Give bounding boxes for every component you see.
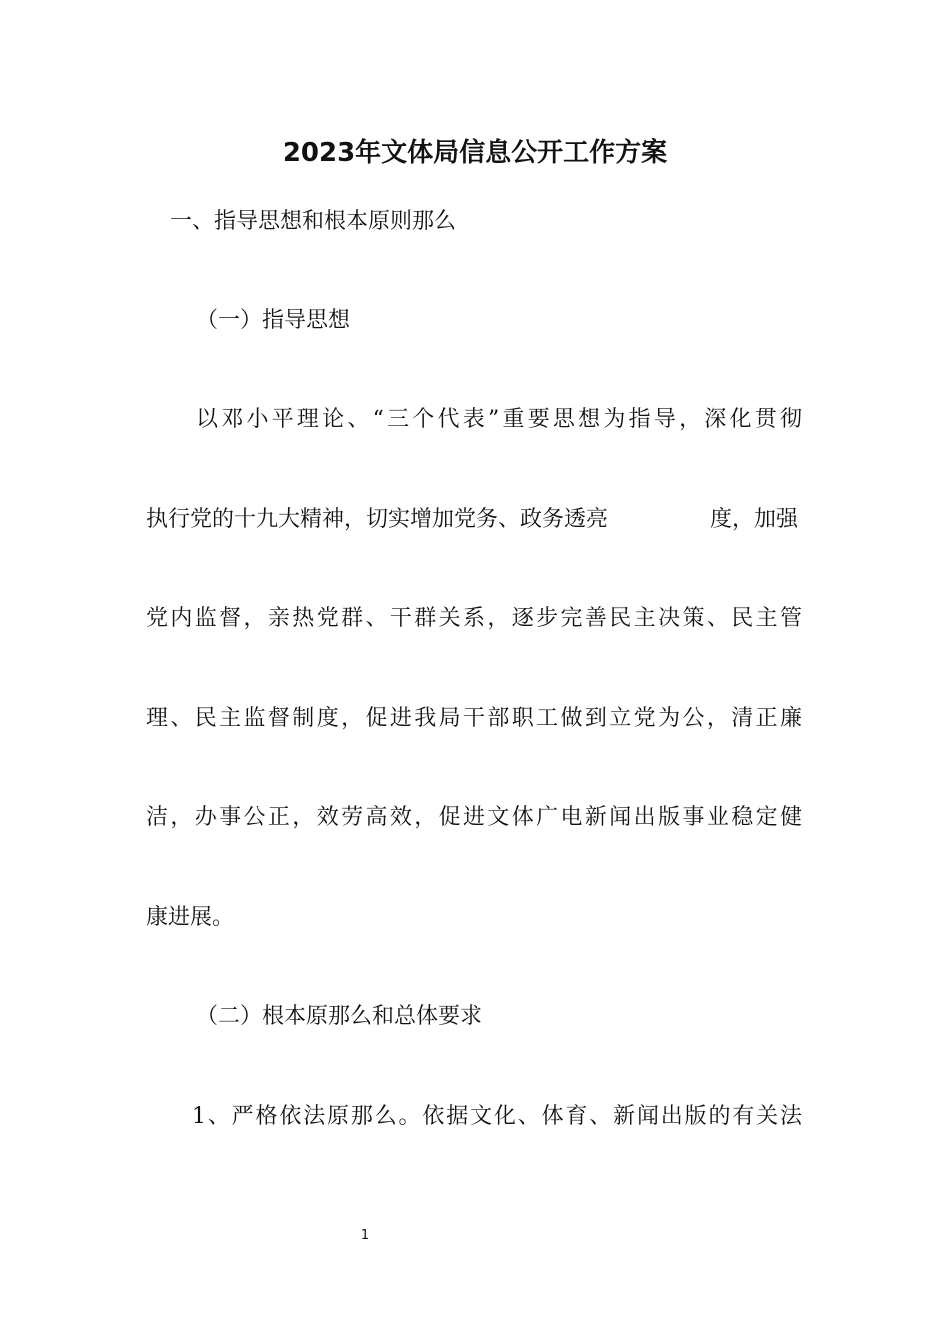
subsection-heading: （二）根本原那么和总体要求	[196, 1004, 483, 1029]
paragraph-line: 理、民主监督制度，促进我局干部职工做到立党为公，清正廉	[146, 706, 802, 731]
paragraph-line	[146, 505, 608, 535]
list-item-line: 1、严格依法原那么。依据文化、体育、新闻出版的有关法	[192, 1104, 802, 1129]
paragraph-line: 康进展。	[146, 905, 235, 930]
page-number: 1	[360, 1228, 370, 1243]
section-heading: 一、指导思想和根本原则那么	[170, 209, 457, 234]
paragraph-line: 党内监督，亲热党群、干群关系，逐步完善民主决策、民主管	[146, 606, 802, 631]
paragraph-line-part: 度，加强	[710, 507, 799, 532]
paragraph-line: 以邓小平理论、“三个代表”重要思想为指导，深化贯彻	[196, 407, 802, 432]
paragraph-line-part: 执行党的十九大精神，切实增加党务、政务透亮	[146, 507, 609, 532]
document-title: 2023年文体局信息公开工作方案	[282, 138, 668, 168]
subsection-heading: （一）指导思想	[196, 308, 351, 333]
paragraph-line: 洁，办事公正，效劳高效，促进文体广电新闻出版事业稳定健	[146, 805, 802, 830]
